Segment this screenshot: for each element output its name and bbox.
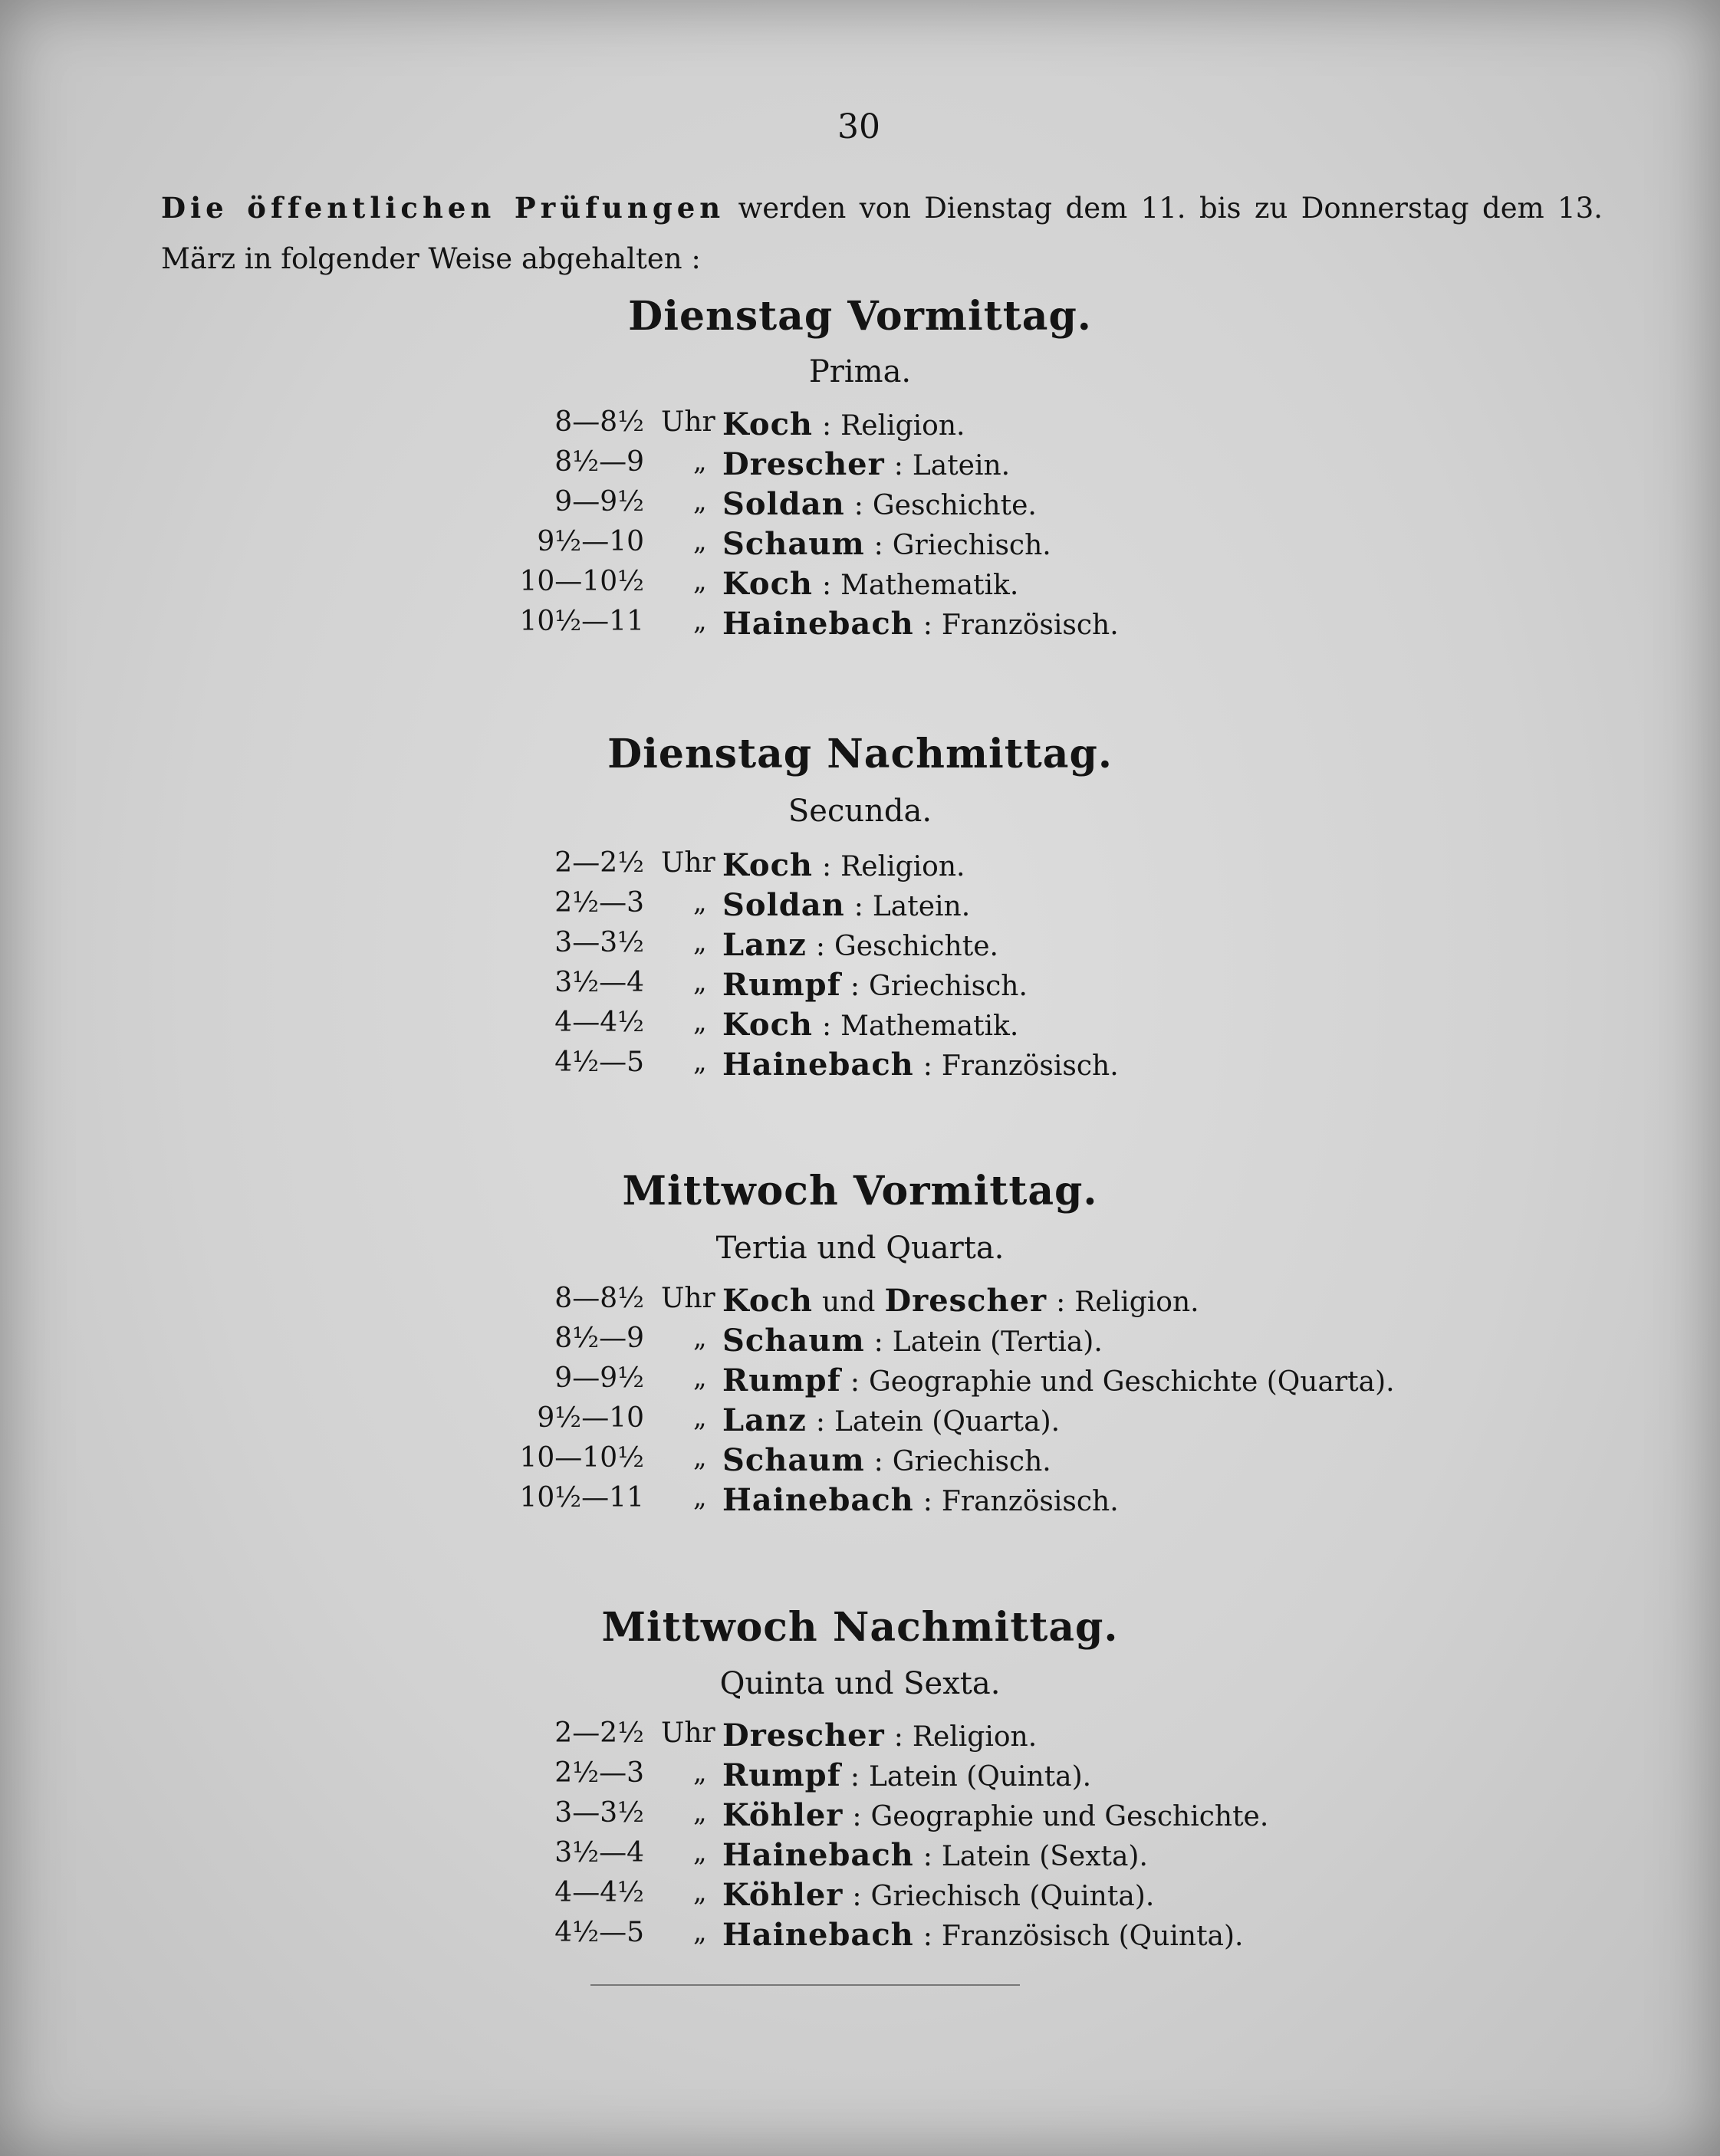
time-slot: 9½—10: [537, 1402, 644, 1434]
teacher-name: Rumpf: [722, 967, 841, 1003]
time-slot: 8½—9: [554, 446, 644, 478]
teacher-name: Hainebach: [722, 606, 914, 642]
subject: Französisch.: [941, 610, 1119, 641]
teacher-name: Hainebach: [722, 1837, 914, 1873]
schedule-row: [0, 1442, 1720, 1482]
time-slot: 10—10½: [519, 1442, 644, 1474]
schedule-row: [0, 1917, 1720, 1957]
exam-entry: [722, 847, 965, 883]
subject: Latein.: [912, 450, 1011, 481]
schedule-row: [0, 1757, 1720, 1797]
schedule-row: [0, 1837, 1720, 1877]
subject: Religion.: [840, 851, 965, 882]
teacher-name: Köhler: [722, 1797, 844, 1833]
schedule-row: [0, 967, 1720, 1007]
teacher-name: Schaum: [722, 1442, 865, 1478]
subject: Geschichte.: [872, 490, 1037, 521]
time-slot: 2½—3: [554, 887, 644, 919]
subject: Latein (Tertia).: [892, 1326, 1103, 1358]
uhr-label: Uhr: [661, 406, 715, 438]
class-title-tertia-quarta: Tertia und Quarta.: [715, 1231, 1005, 1266]
subject: Religion.: [1074, 1287, 1199, 1318]
time-slot: 9—9½: [554, 486, 644, 518]
section-title-mittwoch-nachmittag: Mittwoch Nachmittag.: [601, 1604, 1119, 1651]
colon-separator: :: [852, 1881, 862, 1912]
schedule-row: [0, 606, 1720, 646]
time-slot: 2½—3: [554, 1757, 644, 1789]
exam-entry: [722, 1442, 1051, 1478]
colon-separator: :: [850, 971, 860, 1002]
teacher-name: Koch: [722, 1007, 814, 1043]
exam-entry: [722, 887, 970, 923]
schedule-row: [0, 847, 1720, 887]
schedule-row: [0, 1047, 1720, 1086]
teacher-name: Lanz: [722, 1402, 807, 1438]
exam-entry: [722, 1323, 1103, 1359]
ditto-mark: „: [693, 1442, 707, 1473]
ditto-mark: „: [693, 446, 707, 477]
exam-entry: [722, 1402, 1060, 1438]
colon-separator: :: [1056, 1287, 1066, 1318]
colon-separator: :: [922, 1841, 932, 1872]
teacher-name: Soldan: [722, 486, 845, 522]
subject: Griechisch.: [868, 971, 1028, 1002]
closing-rule: [590, 1984, 1020, 1986]
teacher-name: Hainebach: [722, 1482, 914, 1518]
colon-separator: :: [922, 610, 932, 641]
exam-entry: [722, 1047, 1119, 1083]
colon-separator: :: [922, 1486, 932, 1517]
ditto-mark: „: [693, 1482, 707, 1513]
colon-separator: :: [893, 1721, 903, 1753]
exam-entry: [722, 406, 965, 442]
time-slot: 10½—11: [519, 606, 644, 637]
subject: Latein (Sexta).: [941, 1841, 1148, 1872]
ditto-mark: „: [693, 1007, 707, 1037]
colon-separator: :: [850, 1366, 860, 1398]
colon-separator: :: [850, 1761, 860, 1793]
ditto-mark: „: [693, 887, 707, 918]
subject: Geschichte.: [834, 931, 998, 962]
exam-entry: [722, 1007, 1018, 1043]
ditto-mark: „: [693, 1917, 707, 1947]
teacher-name: Köhler: [722, 1877, 844, 1913]
section-title-mittwoch-vormittag: Mittwoch Vormittag.: [622, 1168, 1098, 1214]
time-slot: 10—10½: [519, 566, 644, 597]
subject: Latein (Quarta).: [834, 1406, 1061, 1438]
schedule-row: [0, 1283, 1720, 1323]
subject: Griechisch.: [892, 1446, 1051, 1477]
schedule-row: [0, 486, 1720, 526]
subject: Französisch.: [941, 1486, 1119, 1517]
uhr-label: Uhr: [661, 847, 715, 879]
colon-separator: :: [853, 490, 863, 521]
time-slot: 2—2½: [554, 847, 644, 879]
ditto-mark: „: [693, 967, 707, 997]
exam-entry: [722, 1757, 1091, 1793]
colon-separator: :: [873, 1446, 883, 1477]
und-connector: und: [822, 1287, 876, 1318]
subject: Mathematik.: [840, 1011, 1019, 1042]
class-title-secunda: Secunda.: [788, 794, 932, 829]
subject: Griechisch.: [892, 530, 1051, 561]
colon-separator: :: [852, 1801, 862, 1832]
schedule-row: [0, 1007, 1720, 1047]
time-slot: 4½—5: [554, 1917, 644, 1948]
ditto-mark: „: [693, 1757, 707, 1788]
colon-separator: :: [815, 1406, 825, 1438]
page-number: 30: [837, 107, 880, 146]
schedule-row: [0, 406, 1720, 446]
time-slot: 9—9½: [554, 1362, 644, 1394]
colon-separator: :: [815, 931, 825, 962]
uhr-label: Uhr: [661, 1717, 715, 1749]
teacher-name: Lanz: [722, 927, 807, 963]
subject: Französisch (Quinta).: [941, 1921, 1244, 1952]
ditto-mark: „: [693, 526, 707, 557]
colon-separator: :: [853, 891, 863, 922]
time-slot: 3½—4: [554, 967, 644, 998]
schedule-row: [0, 927, 1720, 967]
exam-entry: [722, 486, 1037, 522]
exam-entry: [722, 1362, 1395, 1398]
teacher-name: Hainebach: [722, 1917, 914, 1953]
exam-entry: [722, 606, 1119, 642]
teacher-name: Koch: [722, 847, 814, 883]
exam-entry: [722, 1283, 1199, 1319]
colon-separator: :: [922, 1921, 932, 1952]
time-slot: 9½—10: [537, 526, 644, 557]
time-slot: 2—2½: [554, 1717, 644, 1749]
time-slot: 4—4½: [554, 1007, 644, 1038]
schedule-row: [0, 1717, 1720, 1757]
time-slot: 8—8½: [554, 1283, 644, 1314]
time-slot: 10½—11: [519, 1482, 644, 1513]
subject: Latein.: [872, 891, 971, 922]
schedule-row: [0, 887, 1720, 927]
colon-separator: :: [922, 1050, 932, 1082]
ditto-mark: „: [693, 1323, 707, 1353]
class-title-prima: Prima.: [808, 354, 912, 389]
ditto-mark: „: [693, 1877, 707, 1908]
time-slot: 8—8½: [554, 406, 644, 438]
ditto-mark: „: [693, 927, 707, 958]
schedule-row: [0, 446, 1720, 486]
teacher-name: Rumpf: [722, 1757, 841, 1793]
intro-spaced-phrase: Die öffentlichen Prüfungen: [161, 191, 725, 225]
subject: Französisch.: [941, 1050, 1119, 1082]
teacher-name: Drescher: [722, 446, 885, 482]
subject: Geographie und Geschichte.: [870, 1801, 1269, 1832]
colon-separator: :: [822, 410, 832, 442]
exam-entry: [722, 1917, 1244, 1953]
schedule-row: [0, 566, 1720, 606]
ditto-mark: „: [693, 1047, 707, 1077]
intro-text: werden von Dienstag dem 11. bis zu Donnerstag dem 13. März in folgender Weise abgehalten :: [161, 192, 1603, 275]
exam-entry: [722, 967, 1028, 1003]
section-title-dienstag-nachmittag: Dienstag Nachmittag.: [607, 731, 1113, 777]
schedule-row: [0, 1323, 1720, 1362]
schedule-row: [0, 1797, 1720, 1837]
time-slot: 8½—9: [554, 1323, 644, 1354]
exam-entry: [722, 927, 998, 963]
schedule-row: [0, 1362, 1720, 1402]
ditto-mark: „: [693, 486, 707, 517]
teacher-name: Koch: [722, 1283, 814, 1319]
ditto-mark: „: [693, 1402, 707, 1433]
class-title-quinta-sexta: Quinta und Sexta.: [719, 1666, 1001, 1701]
exam-entry: [722, 446, 1010, 482]
exam-entry: [722, 526, 1051, 562]
uhr-label: Uhr: [661, 1283, 715, 1314]
subject: Religion.: [840, 410, 965, 442]
subject: Griechisch (Quinta).: [870, 1881, 1155, 1912]
section-title-dienstag-vormittag: Dienstag Vormittag.: [628, 293, 1092, 340]
colon-separator: :: [822, 570, 832, 601]
colon-separator: :: [873, 1326, 883, 1358]
time-slot: 3—3½: [554, 927, 644, 958]
colon-separator: :: [873, 530, 883, 561]
ditto-mark: „: [693, 1797, 707, 1828]
time-slot: 3—3½: [554, 1797, 644, 1829]
colon-separator: :: [822, 1011, 832, 1042]
teacher-name: Soldan: [722, 887, 845, 923]
schedule-row: [0, 526, 1720, 566]
colon-separator: :: [893, 450, 903, 481]
time-slot: 4½—5: [554, 1047, 644, 1078]
teacher-name: Hainebach: [722, 1047, 914, 1083]
teacher-name: Koch: [722, 566, 814, 602]
exam-entry: [722, 1482, 1119, 1518]
ditto-mark: „: [693, 566, 707, 597]
ditto-mark: „: [693, 606, 707, 636]
exam-entry: [722, 1877, 1154, 1913]
ditto-mark: „: [693, 1362, 707, 1393]
subject: Mathematik.: [840, 570, 1019, 601]
schedule-row: [0, 1482, 1720, 1522]
schedule-row: [0, 1402, 1720, 1442]
subject: Geographie und Geschichte (Quarta).: [868, 1366, 1395, 1398]
teacher-name: Drescher: [722, 1717, 885, 1753]
exam-entry: [722, 566, 1018, 602]
time-slot: 4—4½: [554, 1877, 644, 1908]
teacher-name-second: Drescher: [884, 1283, 1047, 1319]
exam-entry: [722, 1717, 1037, 1753]
ditto-mark: „: [693, 1837, 707, 1868]
exam-entry: [722, 1837, 1148, 1873]
colon-separator: :: [822, 851, 832, 882]
exam-entry: [722, 1797, 1268, 1833]
schedule-row: [0, 1877, 1720, 1917]
time-slot: 3½—4: [554, 1837, 644, 1868]
subject: Latein (Quinta).: [868, 1761, 1092, 1793]
subject: Religion.: [912, 1721, 1038, 1753]
teacher-name: Schaum: [722, 1323, 865, 1359]
intro-paragraph: [161, 182, 1603, 284]
teacher-name: Schaum: [722, 526, 865, 562]
teacher-name: Koch: [722, 406, 814, 442]
teacher-name: Rumpf: [722, 1362, 841, 1398]
